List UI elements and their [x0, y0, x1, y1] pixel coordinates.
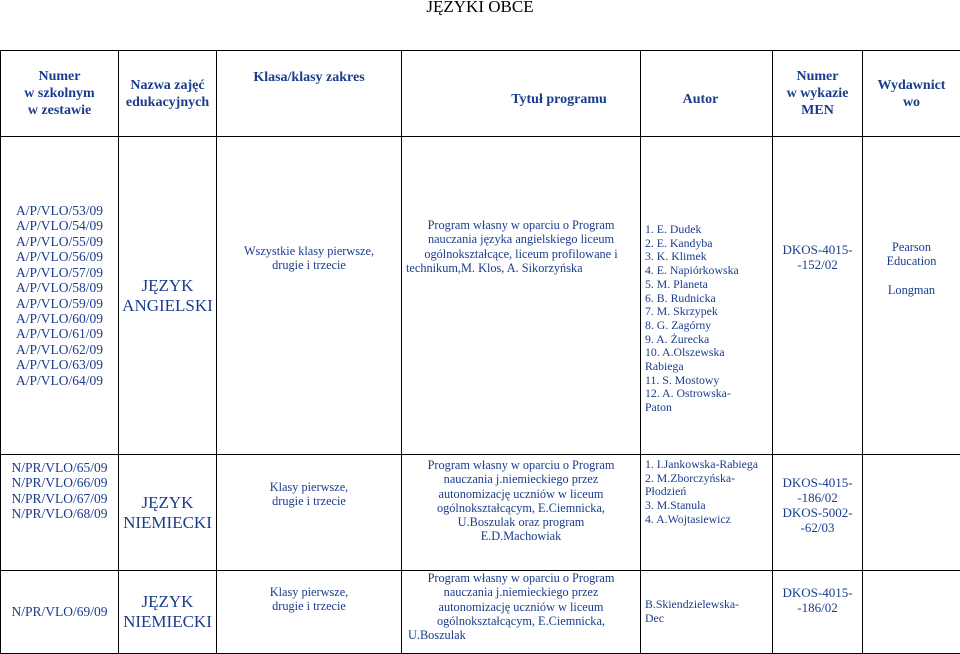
codes-cell: A/P/VLO/53/09 A/P/VLO/54/09 A/P/VLO/55/09 A/P/VLO/56/09 A/P/VLO/57/09 A/P/VLO/58/09 A/P/VLO/59/09 A/P/VLO/60/09 A/P/VLO/61/09 A/P/VLO/62/09 A/P/VLO/63/09 A/P/VLO/64/09: [1, 137, 119, 455]
table-row-angielski: [1, 137, 960, 455]
men-cell: DKOS-4015- -186/02: [773, 571, 863, 654]
publisher-cell: [863, 571, 960, 654]
men-cell: DKOS-4015- -152/02: [773, 137, 863, 455]
header-men: Numer w wykazie MEN: [773, 51, 863, 137]
table-row-niemiecki-1: [1, 455, 960, 571]
klasa-cell: Wszystkie klasy pierwsze, drugie i trzecie: [217, 137, 402, 455]
subject-cell: JĘZYK NIEMIECKI: [119, 455, 217, 571]
publisher-cell: Pearson Education Longman: [863, 137, 960, 455]
authors-cell: 1. I.Jankowska-Rabiega 2. M.Zborczyńska- Płodzień 3. M.Stanula 4. A.Wojtasiewicz: [641, 455, 773, 571]
klasa-cell: Klasy pierwsze, drugie i trzecie: [217, 455, 402, 571]
codes-cell: N/PR/VLO/65/09 N/PR/VLO/66/09 N/PR/VLO/67/09 N/PR/VLO/68/09: [1, 455, 119, 571]
subject-cell: JĘZYK ANGIELSKI: [119, 137, 217, 455]
authors-cell: B.Skiendzielewska- Dec: [641, 571, 773, 654]
klasa-cell: Klasy pierwsze, drugie i trzecie: [217, 571, 402, 654]
curriculum-table: [0, 50, 960, 654]
header-tytul: Tytuł programu: [402, 51, 641, 137]
publisher-cell: [863, 455, 960, 571]
codes-cell: N/PR/VLO/69/09: [1, 571, 119, 654]
authors-cell: 1. E. Dudek 2. E. Kandyba 3. K. Klimek 4. E. Napiórkowska 5. M. Planeta 6. B. Rudnicka 7. M. Skrzypek 8. G. Zagórny 9. A. Żurecka 10. A.Olszewska Rabiega 11. S. Mostowy 12. A. Ostrowska- Paton: [641, 137, 773, 455]
table-row-niemiecki-2: [1, 571, 960, 654]
program-cell: Program własny w oparciu o Program nauczania j.niemieckiego przez autonomizację uczniów w liceum ogólnokształcącym, E.Ciemnicka, U.Boszulak: [402, 571, 641, 654]
header-numer: Numer w szkolnym w zestawie: [1, 51, 119, 137]
program-cell: Program własny w oparciu o Program nauczania j.niemieckiego przez autonomizację uczniów w liceum ogólnokształcącym, E.Ciemnicka, U.Boszulak oraz program E.D.Machowiak: [402, 455, 641, 571]
header-klasa: Klasa/klasy zakres: [217, 51, 402, 137]
header-row: [1, 51, 960, 137]
program-cell: Program własny w oparciu o Program nauczania języka angielskiego liceum ogólnokształcące, liceum profilowane i technikum,M. Klos, A. Sikorzyńska: [402, 137, 641, 455]
subject-cell: JĘZYK NIEMIECKI: [119, 571, 217, 654]
page-title: JĘZYKI OBCE: [0, 0, 960, 17]
header-nazwa: Nazwa zajęć edukacyjnych: [119, 51, 217, 137]
header-autor: Autor: [641, 51, 773, 137]
header-wydawnictwo: Wydawnict wo: [863, 51, 960, 137]
men-cell: DKOS-4015- -186/02 DKOS-5002- -62/03: [773, 455, 863, 571]
